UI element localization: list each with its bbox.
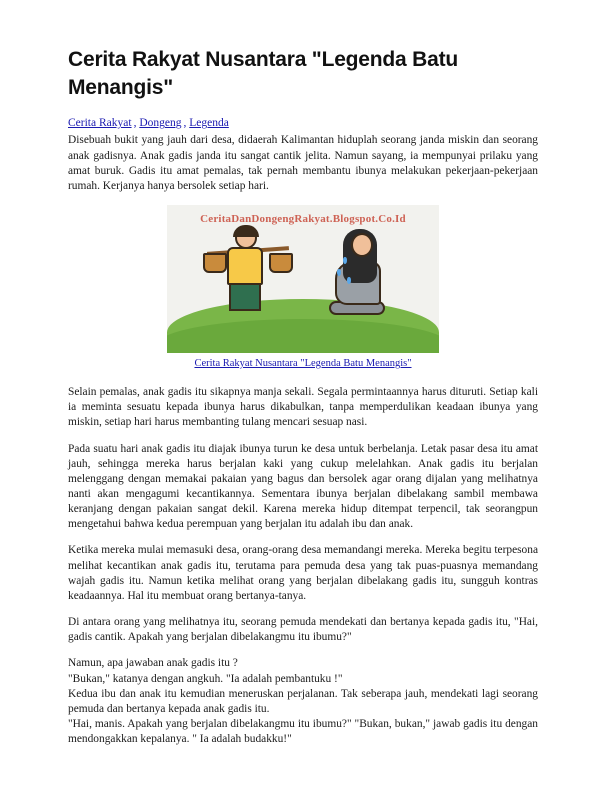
body-paragraph-2: Pada suatu hari anak gadis itu diajak ibunya turun ke desa untuk berbelanja. Letak pasar desa itu amat jauh, sehingga mereka harus berjalan kaki yang cukup melelahkan. Anak gadis itu berjalan melenggang dengan memakai pakaian yang bagus dan bersolek agar orang dijalan yang melihatnya nanti akan mengagumi kecantikannya. Sementara ibunya berjalan dibelakang sambil membawa keranjang dengan pakaian sangat dekil. Karena mereka hidup ditempat terpencil, tak seorangpun mengetahui bahwa kedua perempuan yang berjalan itu adalah ibu dan anak. [68, 442, 538, 531]
page-title: Cerita Rakyat Nusantara "Legenda Batu Menangis" [68, 48, 459, 99]
body-paragraph-5: Namun, apa jawaban anak gadis itu ? [68, 657, 238, 670]
basket-right-icon [269, 253, 293, 273]
body-paragraph-7: Kedua ibu dan anak itu kemudian meneruskan perjalanan. Tak seberapa jauh, mendekati lagi seorang pemuda dan bertanya kepada anak gadis itu. [68, 687, 538, 715]
link-dongeng[interactable]: Dongeng [139, 117, 182, 130]
tear-drop-icon [343, 257, 347, 264]
body-paragraph-1: Selain pemalas, anak gadis itu sikapnya manja sekali. Segala permintaannya harus dituruti. Setiap kali ia meminta sesuatu kepada ibunya harus dikabulkan, tanpa memperdulikan keadaan ibunya yang miskin, setiap hari harus membanting tulang mencari sesuap nasi. [68, 386, 538, 429]
intro-paragraph: Disebuah bukit yang jauh dari desa, didaerah Kalimantan hiduplah seorang janda miskin dan seorang anak gadisnya. Anak gadis janda itu sangat cantik jelita. Namun sayang, ia mempunyai prilaku yang amat buruk. Gadis itu amat pemalas, tak pernah membantu ibunya melakukan pekerjaan-pekerjaan rumah. Kerjanya hanya bersolek setiap hari. [68, 134, 538, 192]
mother-legs [229, 283, 261, 311]
figure-caption-wrapper [68, 353, 538, 371]
link-separator-2: , [183, 117, 190, 130]
daughter-head [351, 233, 373, 257]
body-paragraph-8: "Hai, manis. Apakah yang berjalan dibelakangmu itu ibumu?" "Bukan, bukan," jawab gadis itu dengan mendongakkan kepalanya. " Ia adalah budakku!" [68, 718, 538, 746]
link-legenda[interactable]: Legenda [189, 117, 229, 130]
body-paragraph-3: Ketika mereka mulai memasuki desa, orang-orang desa memandangi mereka. Mereka begitu terpesona melihat kecantikan anak gadis itu, terutama para pemuda desa yang tak puas-puasnya memandang wajah gadis itu. Namun ketika melihat orang yang berjalan dibelakang gadis itu, sungguh kontras keadaannya. Hal itu membuat orang bertanya-tanya. [68, 544, 538, 602]
link-cerita-rakyat[interactable]: Cerita Rakyat [68, 117, 132, 130]
body-paragraph-4: Di antara orang yang melihatnya itu, seorang pemuda mendekati dan bertanya kepada gadis itu, "Hai, gadis cantik. Apakah yang berjalan dibelakangmu itu ibumu?" [68, 616, 538, 644]
image-watermark: CeritaDanDongengRakyat.Blogspot.Co.Id [200, 213, 406, 226]
mother-body [227, 247, 263, 285]
tear-drop-icon [347, 277, 351, 284]
figure-caption[interactable]: Cerita Rakyat Nusantara "Legenda Batu Menangis" [194, 358, 412, 370]
link-separator-1: , [133, 117, 140, 130]
story-figure [68, 205, 538, 371]
mother-figure-icon [213, 227, 289, 313]
daughter-stone-figure-icon [313, 227, 387, 315]
tear-drop-icon [337, 269, 341, 276]
body-paragraph-6: "Bukan," katanya dengan angkuh. "Ia adalah pembantuku !" [68, 672, 343, 685]
illustration-image [167, 205, 439, 353]
basket-left-icon [203, 253, 227, 273]
mother-hair [233, 225, 259, 237]
category-links [68, 117, 538, 129]
